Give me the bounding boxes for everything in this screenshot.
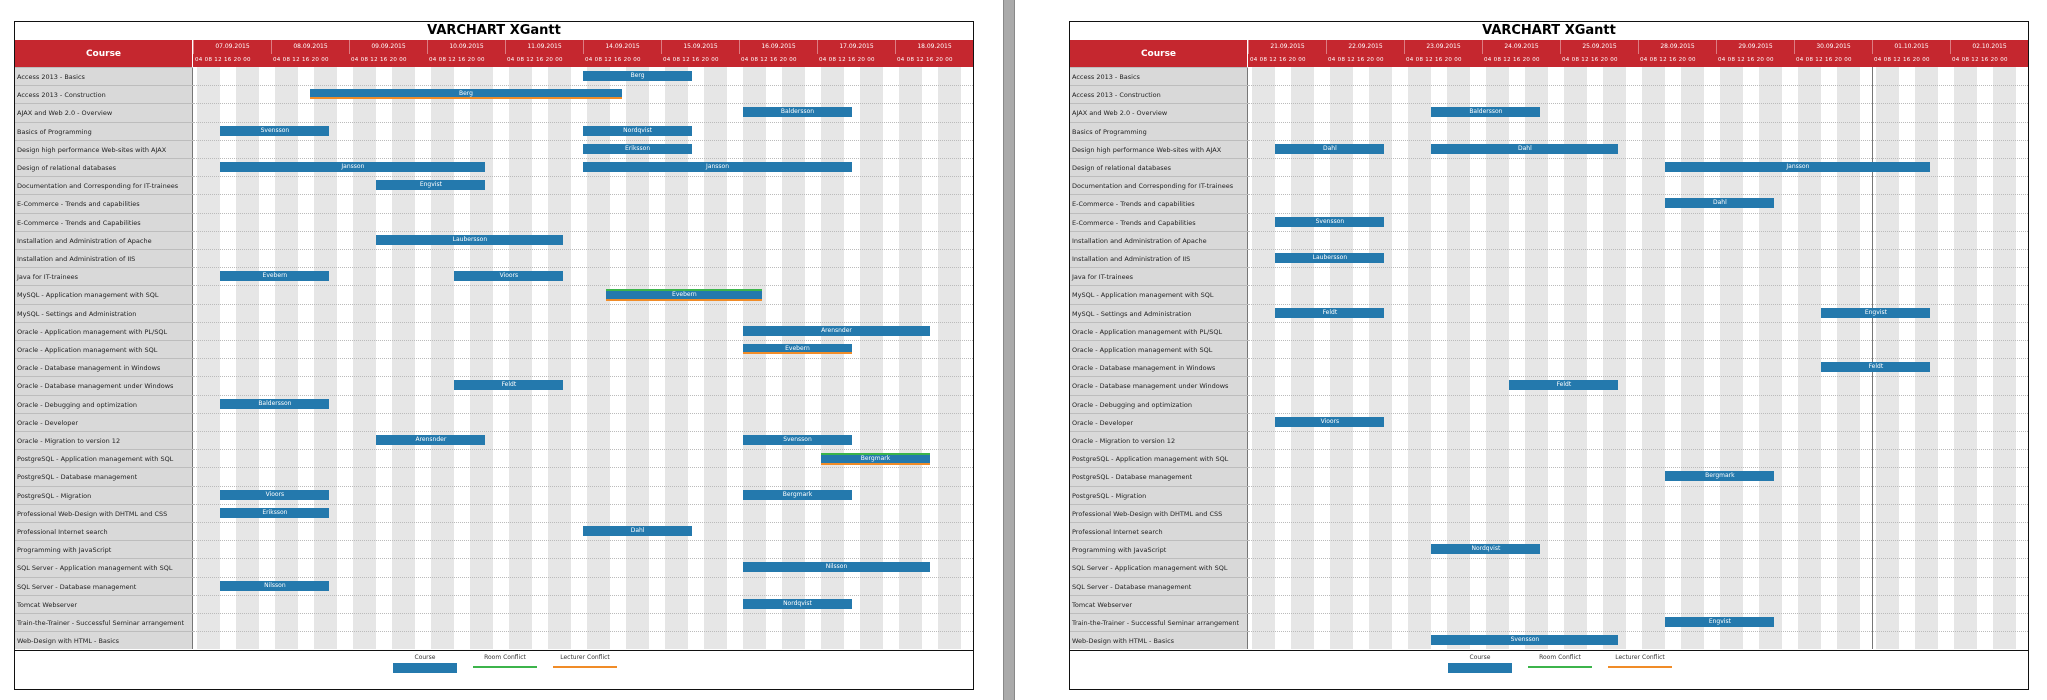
course-row-label[interactable]: PostgreSQL - Database management — [15, 467, 193, 485]
date-header: 09.09.2015 — [349, 40, 427, 54]
course-bar[interactable]: Dahl — [1275, 144, 1384, 154]
date-header: 01.10.2015 — [1872, 40, 1950, 54]
row-gridline — [1248, 413, 2028, 414]
course-row-label[interactable]: Oracle - Debugging and optimization — [1070, 395, 1248, 413]
hour-header: 04 08 12 16 20 00 — [817, 54, 895, 67]
row-gridline — [193, 358, 973, 359]
date-header: 22.09.2015 — [1326, 40, 1404, 54]
row-gridline — [193, 249, 973, 250]
row-gridline — [1248, 467, 2028, 468]
course-label-column — [15, 67, 193, 649]
course-bar[interactable]: Baldersson — [743, 107, 852, 117]
chart-title: VARCHART XGantt — [427, 23, 561, 38]
row-gridline — [1248, 122, 2028, 123]
course-row-label[interactable]: Tomcat Webserver — [1070, 595, 1248, 613]
course-row-label[interactable]: Programming with JavaScript — [1070, 540, 1248, 558]
course-bar[interactable]: Svensson — [220, 126, 329, 136]
course-row-label[interactable]: SQL Server - Application management with SQL — [1070, 558, 1248, 576]
row-gridline — [1248, 613, 2028, 614]
course-bar[interactable]: Dahl — [1665, 198, 1774, 208]
course-row-label[interactable]: Java for IT-trainees — [1070, 267, 1248, 285]
gantt-timeline[interactable] — [193, 67, 973, 649]
row-gridline — [193, 122, 973, 123]
course-row-label[interactable]: E-Commerce - Trends and capabilities — [1070, 194, 1248, 212]
row-gridline — [1248, 486, 2028, 487]
row-gridline — [1248, 376, 2028, 377]
course-row-label[interactable]: Access 2013 - Basics — [15, 67, 193, 85]
row-gridline — [193, 140, 973, 141]
legend-room-conflict — [465, 654, 545, 668]
legend-course-label: Course — [414, 654, 436, 661]
course-bar[interactable]: Bergmark — [1665, 471, 1774, 481]
hour-header: 04 08 12 16 20 00 — [583, 54, 661, 67]
row-gridline — [193, 194, 973, 195]
row-gridline — [193, 486, 973, 487]
row-gridline — [193, 158, 973, 159]
row-gridline — [193, 322, 973, 323]
row-gridline — [1248, 631, 2028, 632]
row-gridline — [1248, 304, 2028, 305]
date-header: 08.09.2015 — [271, 40, 349, 54]
row-gridline — [1248, 267, 2028, 268]
course-bar[interactable]: Dahl — [1431, 144, 1618, 154]
course-row-label[interactable]: Access 2013 - Construction — [15, 85, 193, 103]
date-header: 11.09.2015 — [505, 40, 583, 54]
course-bar[interactable]: Svensson — [1275, 217, 1384, 227]
course-bar[interactable]: Feldt — [1509, 380, 1618, 390]
row-gridline — [1248, 231, 2028, 232]
hour-header: 04 08 12 16 20 00 — [661, 54, 739, 67]
course-row-label[interactable]: AJAX and Web 2.0 - Overview — [15, 103, 193, 121]
course-bar[interactable]: Dahl — [583, 526, 692, 536]
row-gridline — [1248, 140, 2028, 141]
legend — [1070, 650, 2028, 690]
course-bar[interactable]: Bergmark — [821, 453, 930, 465]
row-gridline — [1248, 85, 2028, 86]
row-gridline — [1248, 103, 2028, 104]
course-row-label[interactable]: E-Commerce - Trends and Capabilities — [15, 213, 193, 231]
course-bar[interactable]: Laubersson — [376, 235, 563, 245]
course-column-header[interactable]: Course — [15, 40, 193, 67]
course-bar[interactable]: Vioors — [220, 490, 329, 500]
row-gridline — [193, 467, 973, 468]
course-row-label[interactable]: Train-the-Trainer - Successful Seminar arrangement — [15, 613, 193, 631]
row-gridline — [193, 103, 973, 104]
row-gridline — [193, 267, 973, 268]
legend — [15, 650, 973, 690]
course-row-label[interactable]: Installation and Administration of Apache — [15, 231, 193, 249]
course-bar[interactable]: Jansson — [220, 162, 485, 172]
course-row-label[interactable]: Installation and Administration of IIS — [1070, 249, 1248, 267]
course-row-label[interactable]: Access 2013 - Basics — [1070, 67, 1248, 85]
date-header: 25.09.2015 — [1560, 40, 1638, 54]
course-bar[interactable]: Engvist — [1821, 308, 1930, 318]
course-row-label[interactable]: Oracle - Database management under Windows — [15, 376, 193, 394]
course-row-label[interactable]: Design of relational databases — [1070, 158, 1248, 176]
course-row-label[interactable]: Oracle - Application management with PL/SQL — [1070, 322, 1248, 340]
course-row-label[interactable]: Documentation and Corresponding for IT-trainees — [1070, 176, 1248, 194]
hour-header: 04 08 12 16 20 00 — [349, 54, 427, 67]
hour-header: 04 08 12 16 20 00 — [1248, 54, 1326, 67]
date-header: 30.09.2015 — [1794, 40, 1872, 54]
course-row-label[interactable]: Access 2013 - Construction — [1070, 85, 1248, 103]
course-row-label[interactable]: SQL Server - Application management with SQL — [15, 558, 193, 576]
legend-lecturer-conflict — [1600, 654, 1680, 668]
course-row-label[interactable]: Professional Internet search — [15, 522, 193, 540]
row-gridline — [1248, 249, 2028, 250]
row-gridline — [1248, 358, 2028, 359]
course-row-label[interactable]: Oracle - Migration to version 12 — [15, 431, 193, 449]
course-row-label[interactable]: Oracle - Application management with SQL — [1070, 340, 1248, 358]
hour-header: 04 08 12 16 20 00 — [1716, 54, 1794, 67]
course-row-label[interactable]: Web-Design with HTML - Basics — [1070, 631, 1248, 649]
course-row-label[interactable]: MySQL - Settings and Administration — [1070, 304, 1248, 322]
course-bar[interactable]: Nordqvist — [743, 599, 852, 609]
row-gridline — [1248, 522, 2028, 523]
course-row-label[interactable]: Java for IT-trainees — [15, 267, 193, 285]
course-row-label[interactable]: Oracle - Database management under Windows — [1070, 376, 1248, 394]
row-gridline — [193, 631, 973, 632]
gantt-page-right — [1069, 21, 2029, 690]
course-row-label[interactable]: SQL Server - Database management — [1070, 577, 1248, 595]
course-row-label[interactable]: Professional Web-Design with DHTML and CSS — [1070, 504, 1248, 522]
row-gridline — [193, 595, 973, 596]
course-column-header[interactable]: Course — [1070, 40, 1248, 67]
course-bar[interactable]: Feldt — [1821, 362, 1930, 372]
hour-header: 04 08 12 16 20 00 — [1482, 54, 1560, 67]
date-header: 18.09.2015 — [895, 40, 973, 54]
course-row-label[interactable]: Oracle - Application management with PL/SQL — [15, 322, 193, 340]
course-row-label[interactable]: Professional Web-Design with DHTML and CSS — [15, 504, 193, 522]
course-row-label[interactable]: PostgreSQL - Database management — [1070, 467, 1248, 485]
course-row-label[interactable]: Tomcat Webserver — [15, 595, 193, 613]
row-gridline — [1248, 285, 2028, 286]
course-row-label[interactable]: Installation and Administration of IIS — [15, 249, 193, 267]
course-row-label[interactable]: AJAX and Web 2.0 - Overview — [1070, 103, 1248, 121]
course-row-label[interactable]: Oracle - Debugging and optimization — [15, 395, 193, 413]
hour-header: 04 08 12 16 20 00 — [1560, 54, 1638, 67]
hour-header: 04 08 12 16 20 00 — [427, 54, 505, 67]
row-gridline — [1248, 194, 2028, 195]
legend-lecturer-conflict-swatch — [1608, 666, 1672, 668]
chart-title: VARCHART XGantt — [1482, 23, 1616, 38]
row-gridline — [193, 340, 973, 341]
row-gridline — [193, 304, 973, 305]
row-gridline — [1248, 340, 2028, 341]
course-row-label[interactable]: Design high performance Web-sites with AJAX — [1070, 140, 1248, 158]
hour-header: 04 08 12 16 20 00 — [739, 54, 817, 67]
course-bar[interactable]: Vioors — [1275, 417, 1384, 427]
course-row-label[interactable]: MySQL - Application management with SQL — [1070, 285, 1248, 303]
legend-lecturer-conflict-label: Lecturer Conflict — [560, 654, 610, 661]
row-gridline — [1248, 540, 2028, 541]
course-row-label[interactable]: MySQL - Settings and Administration — [15, 304, 193, 322]
legend-room-conflict-swatch — [473, 666, 537, 668]
row-gridline — [193, 395, 973, 396]
course-row-label[interactable]: Oracle - Application management with SQL — [15, 340, 193, 358]
date-header: 17.09.2015 — [817, 40, 895, 54]
date-header: 29.09.2015 — [1716, 40, 1794, 54]
row-gridline — [193, 431, 973, 432]
row-gridline — [193, 558, 973, 559]
date-header: 28.09.2015 — [1638, 40, 1716, 54]
course-bar[interactable]: Evebern — [743, 344, 852, 354]
course-bar[interactable]: Bergmark — [743, 490, 852, 500]
row-gridline — [1248, 176, 2028, 177]
page-separator — [1003, 0, 1015, 700]
course-label-column — [1070, 67, 1248, 649]
course-row-label[interactable]: MySQL - Application management with SQL — [15, 285, 193, 303]
row-gridline — [193, 176, 973, 177]
date-header: 10.09.2015 — [427, 40, 505, 54]
course-bar[interactable]: Jansson — [1665, 162, 1930, 172]
course-row-label[interactable]: Documentation and Corresponding for IT-trainees — [15, 176, 193, 194]
legend-course-swatch — [393, 663, 457, 673]
legend-course — [385, 654, 465, 673]
course-bar[interactable]: Nordqvist — [583, 126, 692, 136]
course-row-label[interactable]: Installation and Administration of Apache — [1070, 231, 1248, 249]
date-header: 15.09.2015 — [661, 40, 739, 54]
row-gridline — [193, 613, 973, 614]
row-gridline — [1248, 213, 2028, 214]
row-gridline — [1248, 158, 2028, 159]
course-bar[interactable]: Jansson — [583, 162, 852, 172]
row-gridline — [193, 85, 973, 86]
row-gridline — [1248, 577, 2028, 578]
gantt-page-left — [14, 21, 974, 690]
course-row-label[interactable]: PostgreSQL - Application management with SQL — [1070, 449, 1248, 467]
date-header: 02.10.2015 — [1950, 40, 2028, 54]
row-gridline — [1248, 449, 2028, 450]
course-row-label[interactable]: Basics of Programming — [1070, 122, 1248, 140]
course-bar[interactable]: Svensson — [743, 435, 852, 445]
date-header: 24.09.2015 — [1482, 40, 1560, 54]
row-gridline — [1248, 431, 2028, 432]
row-gridline — [1248, 558, 2028, 559]
row-gridline — [1248, 504, 2028, 505]
legend-lecturer-conflict-label: Lecturer Conflict — [1615, 654, 1665, 661]
course-row-label[interactable]: Programming with JavaScript — [15, 540, 193, 558]
course-bar[interactable]: Svensson — [1431, 635, 1618, 645]
course-bar[interactable]: Arensnder — [376, 435, 485, 445]
date-header: 07.09.2015 — [193, 40, 271, 54]
course-bar[interactable]: Baldersson — [220, 399, 329, 409]
course-bar[interactable]: Vioors — [454, 271, 563, 281]
hour-header: 04 08 12 16 20 00 — [1794, 54, 1872, 67]
course-bar[interactable]: Nilsson — [220, 581, 329, 591]
legend-room-conflict-label: Room Conflict — [1539, 654, 1581, 661]
course-row-label[interactable]: PostgreSQL - Migration — [15, 486, 193, 504]
row-gridline — [193, 449, 973, 450]
row-gridline — [193, 231, 973, 232]
course-row-label[interactable]: SQL Server - Database management — [15, 577, 193, 595]
legend-room-conflict-label: Room Conflict — [484, 654, 526, 661]
course-bar[interactable]: Berg — [583, 71, 692, 81]
legend-room-conflict — [1520, 654, 1600, 668]
row-gridline — [193, 504, 973, 505]
course-row-label[interactable]: Basics of Programming — [15, 122, 193, 140]
row-gridline — [1248, 322, 2028, 323]
course-bar[interactable]: Arensnder — [743, 326, 930, 336]
row-gridline — [193, 376, 973, 377]
legend-course — [1440, 654, 1520, 673]
course-bar[interactable]: Berg — [310, 89, 622, 99]
course-bar[interactable]: Nilsson — [743, 562, 930, 572]
course-bar[interactable]: Engvist — [376, 180, 485, 190]
row-gridline — [1248, 395, 2028, 396]
course-bar[interactable]: Feldt — [1275, 308, 1384, 318]
row-gridline — [193, 285, 973, 286]
course-row-label[interactable]: PostgreSQL - Migration — [1070, 486, 1248, 504]
course-bar[interactable]: Evebern — [220, 271, 329, 281]
course-row-label[interactable]: Oracle - Database management in Windows — [15, 358, 193, 376]
row-gridline — [1248, 595, 2028, 596]
course-row-label[interactable]: E-Commerce - Trends and capabilities — [15, 194, 193, 212]
row-gridline — [193, 522, 973, 523]
date-header: 16.09.2015 — [739, 40, 817, 54]
legend-course-swatch — [1448, 663, 1512, 673]
date-header: 23.09.2015 — [1404, 40, 1482, 54]
gantt-timeline[interactable] — [1248, 67, 2028, 649]
row-gridline — [193, 413, 973, 414]
course-row-label[interactable]: Web-Design with HTML - Basics — [15, 631, 193, 649]
course-row-label[interactable]: Design high performance Web-sites with AJAX — [15, 140, 193, 158]
row-gridline — [193, 213, 973, 214]
course-bar[interactable]: Laubersson — [1275, 253, 1384, 263]
hour-header: 04 08 12 16 20 00 — [1404, 54, 1482, 67]
hour-header: 04 08 12 16 20 00 — [1950, 54, 2028, 67]
course-bar[interactable]: Evebern — [606, 289, 762, 301]
hour-header: 04 08 12 16 20 00 — [1872, 54, 1950, 67]
legend-lecturer-conflict — [545, 654, 625, 668]
hour-header: 04 08 12 16 20 00 — [1638, 54, 1716, 67]
course-bar[interactable]: Nordqvist — [1431, 544, 1540, 554]
course-row-label[interactable]: Oracle - Database management in Windows — [1070, 358, 1248, 376]
date-header: 21.09.2015 — [1248, 40, 1326, 54]
course-row-label[interactable]: Oracle - Developer — [15, 413, 193, 431]
legend-course-label: Course — [1469, 654, 1491, 661]
course-row-label[interactable]: Professional Internet search — [1070, 522, 1248, 540]
current-date-marker — [1872, 67, 1873, 649]
hour-header: 04 08 12 16 20 00 — [193, 54, 271, 67]
course-row-label[interactable]: PostgreSQL - Application management with SQL — [15, 449, 193, 467]
course-bar[interactable]: Eriksson — [583, 144, 692, 154]
course-row-label[interactable]: Oracle - Migration to version 12 — [1070, 431, 1248, 449]
course-bar[interactable]: Engvist — [1665, 617, 1774, 627]
course-row-label[interactable]: Train-the-Trainer - Successful Seminar arrangement — [1070, 613, 1248, 631]
row-gridline — [193, 540, 973, 541]
legend-lecturer-conflict-swatch — [553, 666, 617, 668]
course-row-label[interactable]: Oracle - Developer — [1070, 413, 1248, 431]
course-bar[interactable]: Feldt — [454, 380, 563, 390]
date-header: 14.09.2015 — [583, 40, 661, 54]
hour-header: 04 08 12 16 20 00 — [271, 54, 349, 67]
course-bar[interactable]: Eriksson — [220, 508, 329, 518]
row-gridline — [193, 577, 973, 578]
hour-header: 04 08 12 16 20 00 — [505, 54, 583, 67]
hour-header: 04 08 12 16 20 00 — [1326, 54, 1404, 67]
course-bar[interactable]: Baldersson — [1431, 107, 1540, 117]
course-row-label[interactable]: E-Commerce - Trends and Capabilities — [1070, 213, 1248, 231]
course-row-label[interactable]: Design of relational databases — [15, 158, 193, 176]
hour-header: 04 08 12 16 20 00 — [895, 54, 973, 67]
legend-room-conflict-swatch — [1528, 666, 1592, 668]
